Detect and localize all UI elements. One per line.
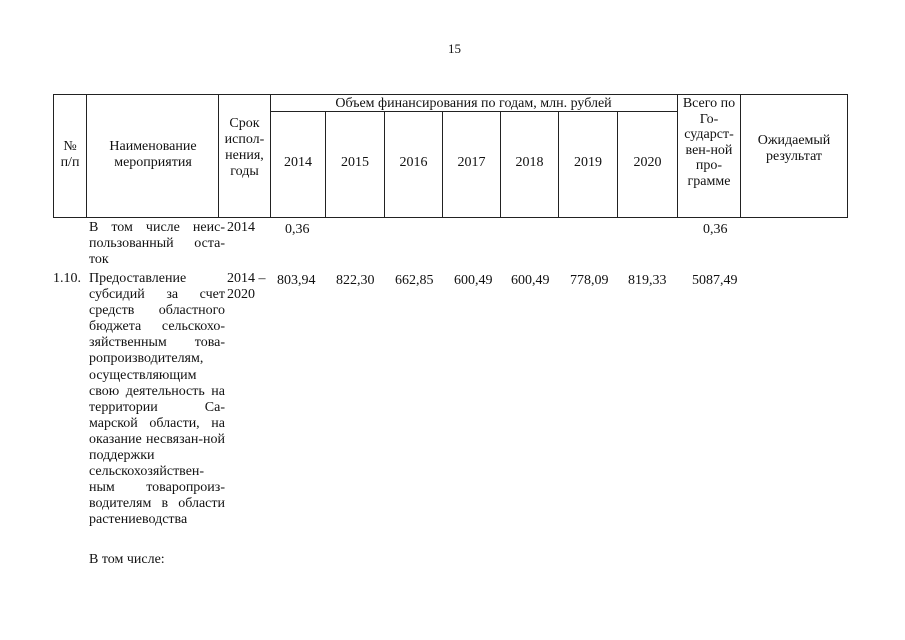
row-value-2014: 0,36 [285,222,310,237]
header-year-2019: 2019 [574,155,602,170]
row-total: 0,36 [703,222,728,237]
row-term: 2014 – 2020 [227,271,266,302]
footer-text: В том числе: [89,552,165,567]
header-year-2015: 2015 [341,155,369,170]
row-value-2017: 600,49 [454,273,493,288]
row-value-2016: 662,85 [395,273,434,288]
header-total: Всего по Го-сударст-вен-ной про-грамме [682,96,736,189]
row-total: 5087,49 [692,273,738,288]
header-funding-group: Объем финансирования по годам, млн. рублей [335,96,612,111]
header-result: Ожидаемый результат [757,133,831,164]
page-number: 15 [448,41,461,56]
header-name: Наименование мероприятия [109,139,197,170]
header-year-2014: 2014 [284,155,312,170]
row-term: 2014 [227,220,255,235]
row-value-2020: 819,33 [628,273,667,288]
row-value-2015: 822,30 [336,273,375,288]
row-name: Предоставление субсидий за счет средств областного бюджета сельскохо-зяйственным това-ропроизводителям, осуществляющим свою деятельность на территории Са-марской области, на оказание несвязан-ной поддержки сельскохозяйствен-ным товаропроиз-водителям в области растениеводства [89,271,225,528]
row-value-2018: 600,49 [511,273,550,288]
header-year-2017: 2017 [457,155,486,170]
header-year-2020: 2020 [633,155,662,170]
header-year-2016: 2016 [399,155,428,170]
row-number: 1.10. [53,271,81,286]
row-value-2014: 803,94 [277,273,316,288]
header-term: Срок испол-нения, годы [224,116,265,179]
row-name: В том числе неис-пользованный оста-ток [89,220,225,268]
row-value-2019: 778,09 [570,273,609,288]
header-num: № п/п [60,139,80,170]
header-year-2018: 2018 [515,155,544,170]
